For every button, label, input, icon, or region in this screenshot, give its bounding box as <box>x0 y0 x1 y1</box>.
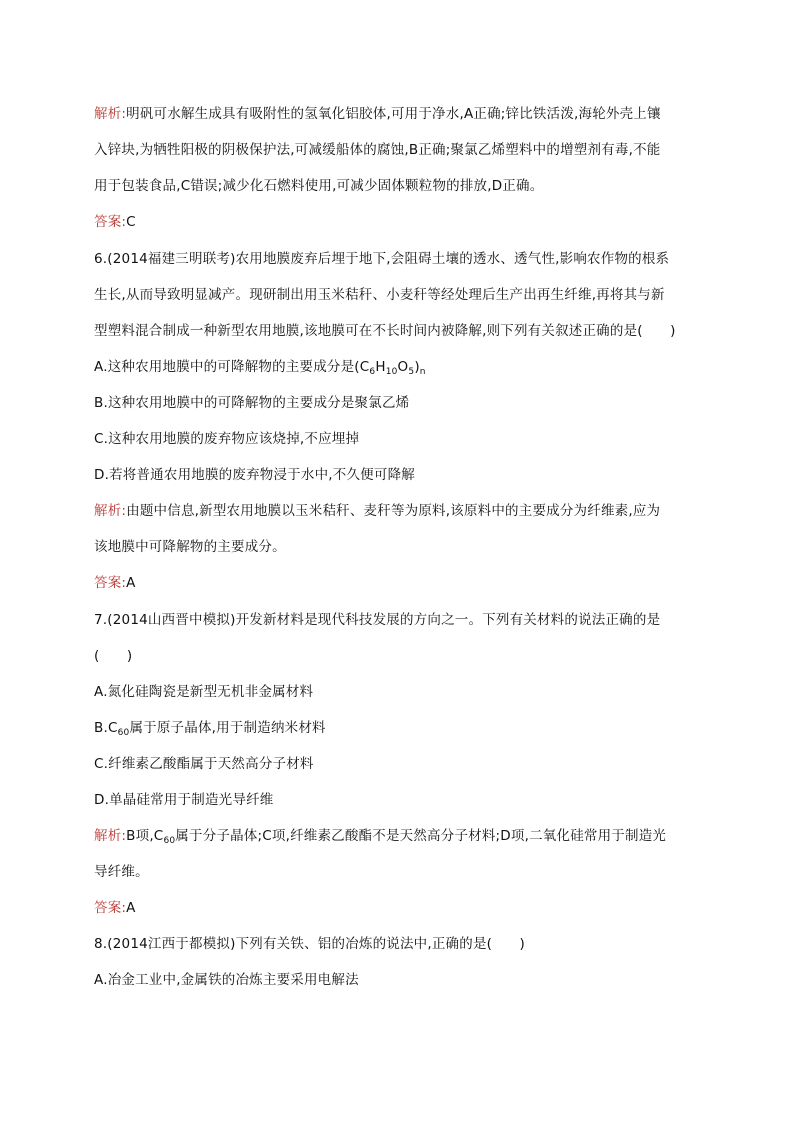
answer-value: A <box>126 575 136 591</box>
subscript: 10 <box>385 367 398 377</box>
analysis-text: 导纤维。 <box>94 864 149 880</box>
option-d <box>94 790 714 810</box>
option-text: 属于原子晶体,用于制造纳米材料 <box>129 720 326 736</box>
answer-line <box>94 212 714 232</box>
question-7-stem <box>94 610 714 630</box>
analysis-text: 属于分子晶体;C项,纤维素乙酸酯不是天然高分子材料;D项,二氧化硅常用于制造光 <box>175 828 667 844</box>
option-d <box>94 465 714 485</box>
option-c <box>94 754 714 774</box>
option-text: B.C <box>94 720 118 736</box>
analysis-line <box>94 826 714 846</box>
answer-value: C <box>126 214 136 230</box>
formula-part: O <box>397 359 409 375</box>
analysis-label: 解析: <box>94 828 127 844</box>
formula-part: ) <box>414 359 420 375</box>
subscript: 60 <box>163 836 176 846</box>
analysis-label: 解析: <box>94 106 127 122</box>
analysis-text-line <box>94 140 714 160</box>
option-text: A.冶金工业中,金属铁的冶炼主要采用电解法 <box>94 972 359 988</box>
option-c <box>94 429 714 449</box>
option-text: D.若将普通农用地膜的废弃物浸于水中,不久便可降解 <box>94 467 415 483</box>
option-text: D.单晶硅常用于制造光导纤维 <box>94 792 274 808</box>
question-8-stem <box>94 934 714 954</box>
option-text: C.这种农用地膜的废弃物应该烧掉,不应埋掉 <box>94 431 360 447</box>
subscript: 60 <box>117 728 130 738</box>
answer-label: 答案: <box>94 575 127 591</box>
analysis-label: 解析: <box>94 503 127 519</box>
option-text: A.这种农用地膜中的可降解物的主要成分是(C <box>94 359 370 375</box>
option-text: C.纤维素乙酸酯属于天然高分子材料 <box>94 756 314 772</box>
analysis-text: 用于包装食品,C错误;减少化石燃料使用,可减少固体颗粒物的排放,D正确。 <box>94 178 544 194</box>
subscript: 5 <box>408 367 415 377</box>
option-text: B.这种农用地膜中的可降解物的主要成分是聚氯乙烯 <box>94 395 410 411</box>
formula-part: H <box>375 359 386 375</box>
option-a <box>94 682 714 702</box>
answer-value: A <box>126 900 136 916</box>
option-a <box>94 970 714 990</box>
option-b <box>94 393 714 413</box>
analysis-text: 入锌块,为牺牲阳极的阴极保护法,可减缓船体的腐蚀,B正确;聚氯乙烯塑料中的增塑剂有毒,不能 <box>94 142 661 158</box>
answer-label: 答案: <box>94 214 127 230</box>
question-6-stem <box>94 321 714 341</box>
option-a <box>94 357 714 377</box>
question-6-stem <box>94 249 714 269</box>
question-text: 6.(2014福建三明联考)农用地膜废弃后埋于地下,会阻碍土壤的透水、透气性,影响农作物的根系 <box>94 251 670 267</box>
analysis-text: 该地膜中可降解物的主要成分。 <box>94 539 286 555</box>
question-text: 7.(2014山西晋中模拟)开发新材料是现代科技发展的方向之一。下列有关材料的说法正确的是 <box>94 612 661 628</box>
analysis-text-line <box>94 176 714 196</box>
question-text: 生长,从而导致明显减产。现研制出用玉米秸秆、小麦秆等经处理后生产出再生纤维,再将其与新 <box>94 287 665 303</box>
analysis-line <box>94 104 714 124</box>
analysis-text-line <box>94 862 714 882</box>
subscript: 6 <box>369 367 376 377</box>
option-text: A.氮化硅陶瓷是新型无机非金属材料 <box>94 684 314 700</box>
analysis-text-line <box>94 537 714 557</box>
question-text: 8.(2014江西于都模拟)下列有关铁、铝的冶炼的说法中,正确的是( ) <box>94 936 525 952</box>
analysis-text: 明矾可水解生成具有吸附性的氢氧化铝胶体,可用于净水,A正确;锌比铁活泼,海轮外壳上镶 <box>126 106 661 122</box>
question-text: ( ) <box>94 648 133 664</box>
answer-label: 答案: <box>94 900 127 916</box>
question-text: 型塑料混合制成一种新型农用地膜,该地膜可在不长时间内被降解,则下列有关叙述正确的是( ) <box>94 323 676 339</box>
question-7-stem <box>94 646 714 666</box>
answer-line <box>94 898 714 918</box>
subscript: n <box>419 367 426 377</box>
analysis-line <box>94 501 714 521</box>
question-6-stem <box>94 285 714 305</box>
analysis-text: B项,C <box>126 828 164 844</box>
option-b <box>94 718 714 738</box>
answer-line <box>94 573 714 593</box>
analysis-text: 由题中信息,新型农用地膜以玉米秸秆、麦秆等为原料,该原料中的主要成分为纤维素,应为 <box>126 503 661 519</box>
